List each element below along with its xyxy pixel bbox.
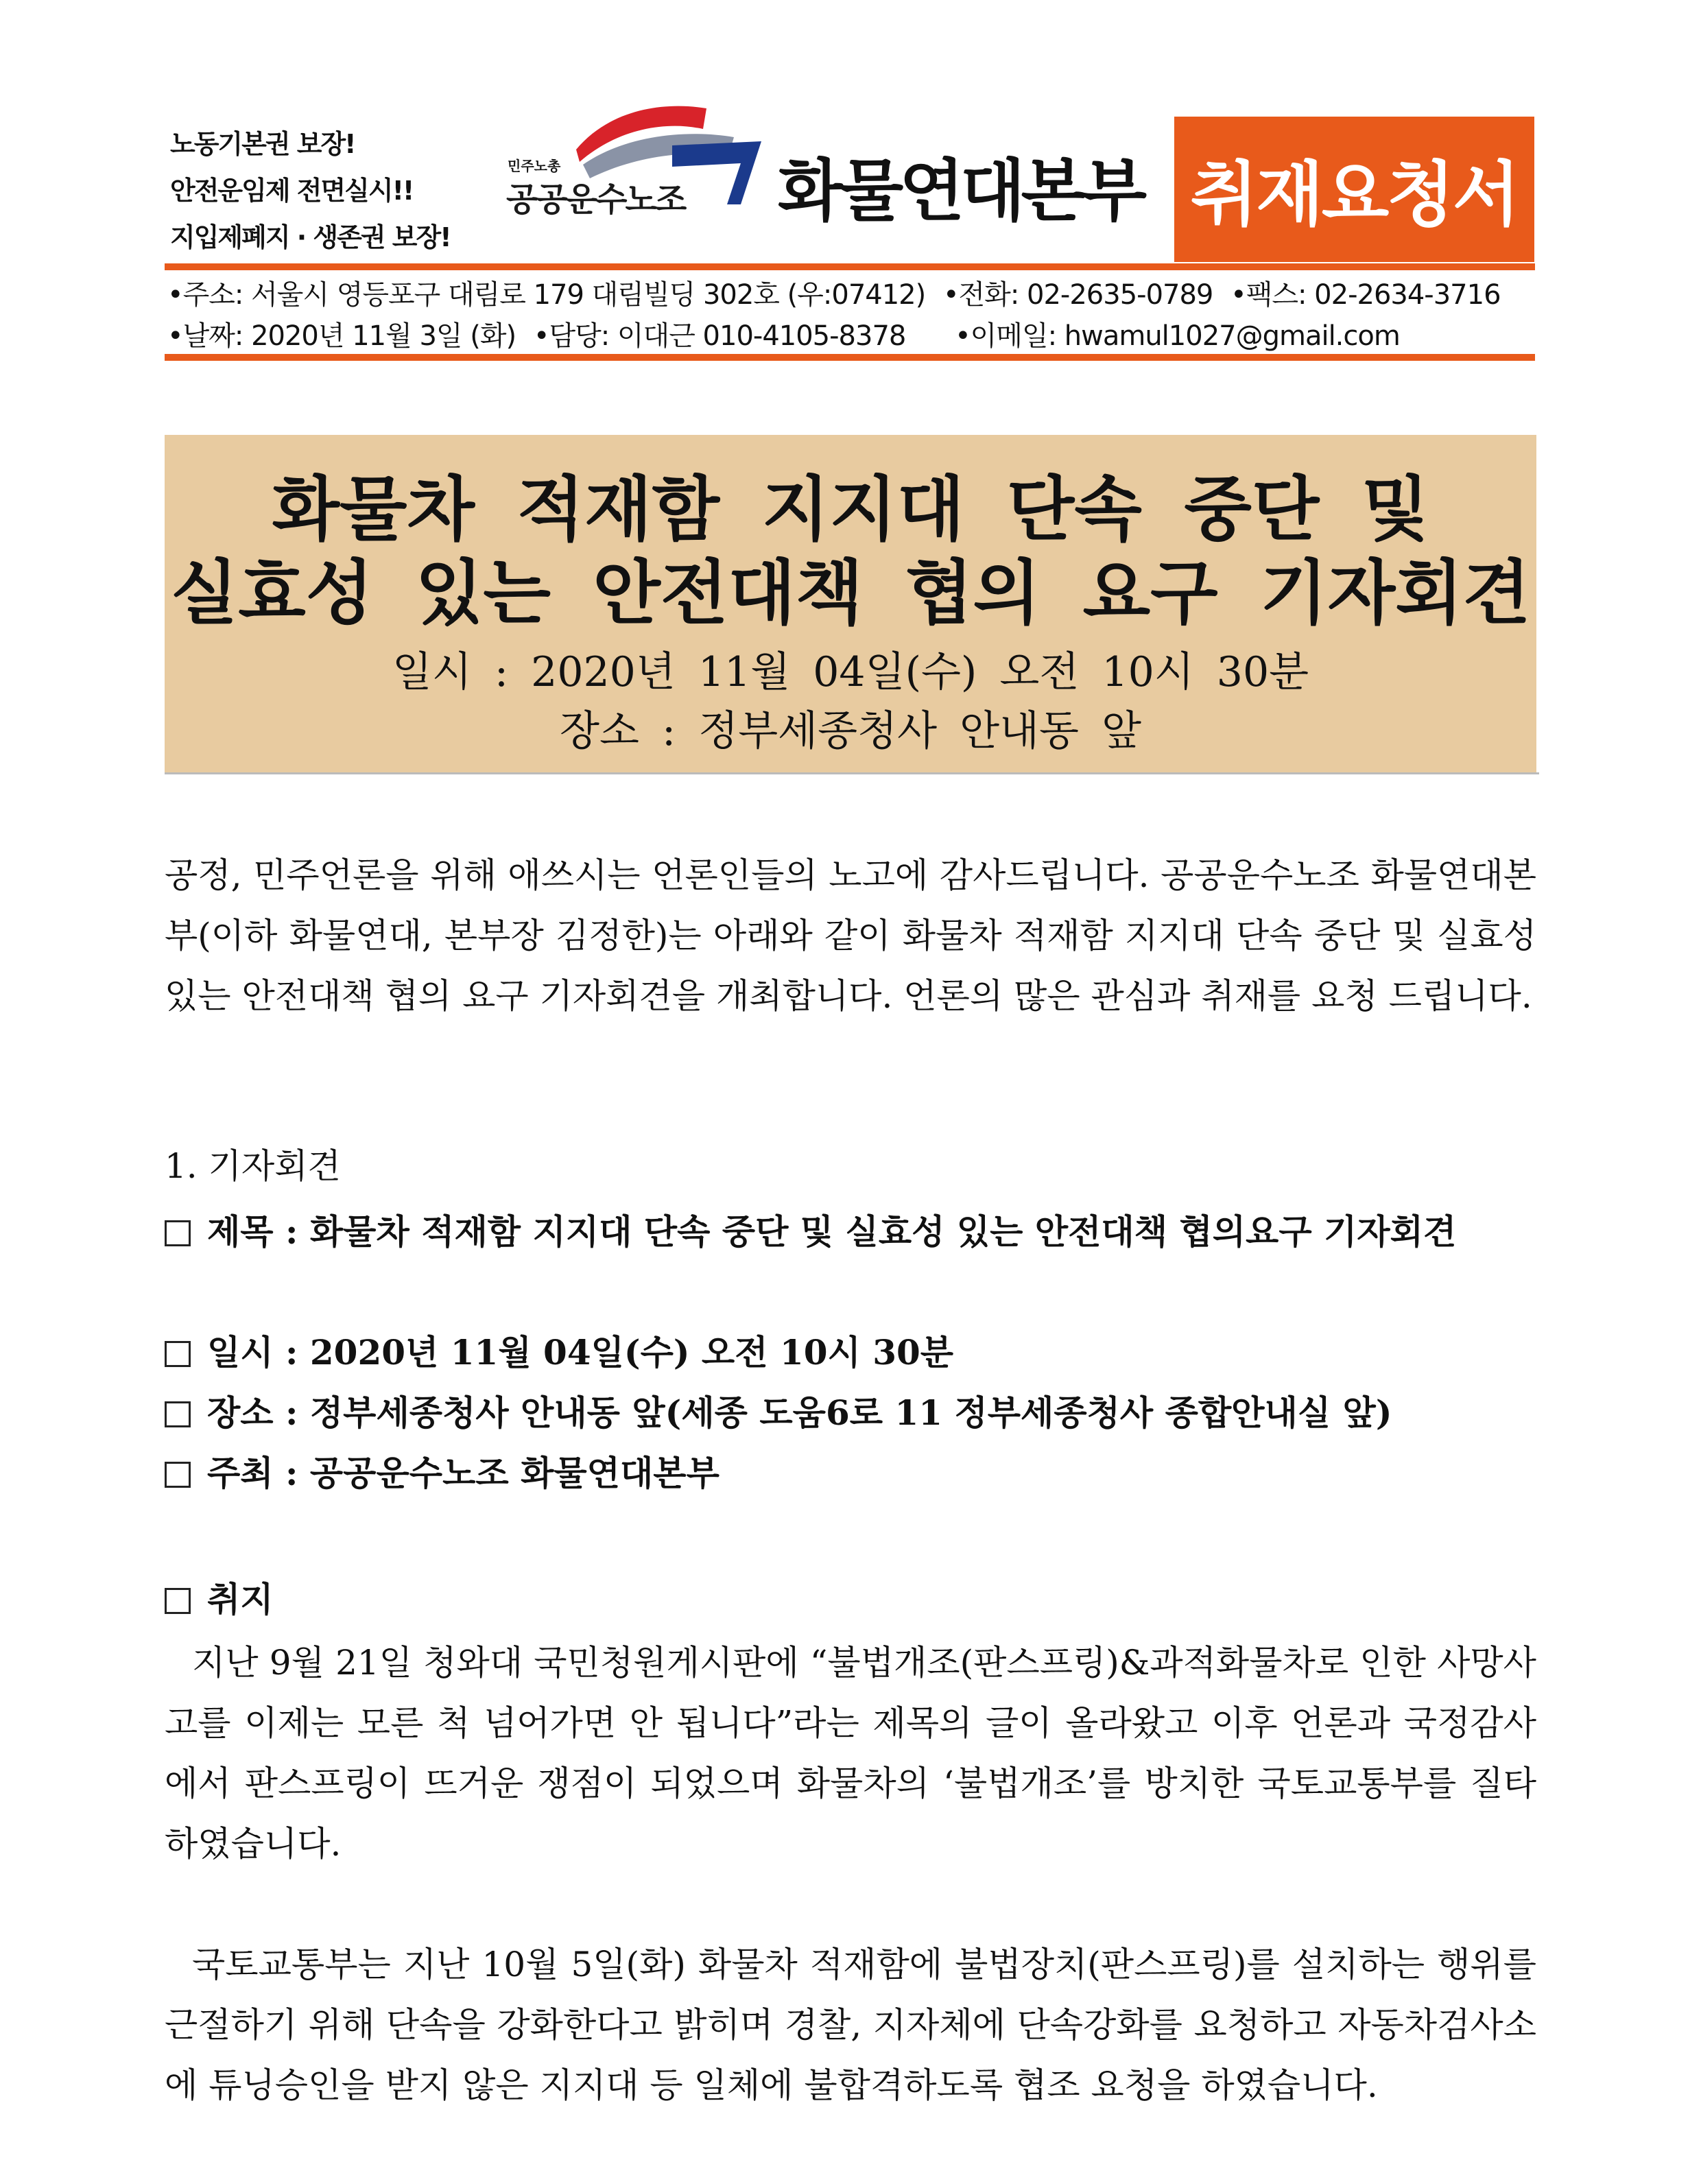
contact-person: •담당: 이대근 010-4105-8378 xyxy=(533,320,906,352)
detail-subject-text: 제목 : 화물차 적재함 지지대 단속 중단 및 실효성 있는 안전대책 협의요구 기자회견 xyxy=(207,1211,1457,1252)
logo-subtitle: 민주노총 xyxy=(508,158,561,174)
event-datetime: 일시 : 2020년 11월 04일(수) 오전 10시 30분 xyxy=(392,648,1309,696)
union-logo xyxy=(501,102,768,225)
doc-type-label: 취재요청서 xyxy=(1190,154,1519,236)
checkbox-icon xyxy=(165,1341,191,1367)
detail-place-text: 장소 : 정부세종청사 안내동 앞(세종 도움6로 11 정부세종청사 종합안내실 앞) xyxy=(207,1392,1392,1433)
slogan-block xyxy=(170,121,492,261)
contact-phone: •전화: 02-2635-0789 xyxy=(942,279,1213,311)
purpose-paragraph-1: 지난 9월 21일 청와대 국민청원게시판에 “불법개조(판스프링)&과적화물차로 인한 사망사고를 이제는 모른 척 넘어가면 안 됩니다”라는 제목의 글이 올라왔고 이후 언론과 국정감사에서 판스프링이 뜨거운 쟁점이 되었으며 화물차의 ‘불법개조’를 방치한 국토교통부를 질타하였습니다. xyxy=(165,1643,1536,1864)
purpose-paragraph-2: 국토교통부는 지난 10월 5일(화) 화물차 적재함에 불법장치(판스프링)를 설치하는 행위를 근절하기 위해 단속을 강화한다고 밝히며 경찰, 지자체에 단속강화를 요청하고 자동차검사소에 튜닝승인을 받지 않은 지지대 등 일체에 불합격하도록 협조 요청을 하였습니다. xyxy=(165,1945,1536,2105)
contact-fax: •팩스: 02-2634-3716 xyxy=(1230,279,1501,311)
slogan-3: 지입제폐지 · 생존권 보장! xyxy=(170,222,451,252)
org-name: 화물연대본부 xyxy=(778,152,1143,230)
slogan-2: 안전운임제 전면실시!! xyxy=(170,176,414,206)
intro-paragraph: 공정, 민주언론을 위해 애쓰시는 언론인들의 노고에 감사드립니다. 공공운수노조 화물연대본부(이하 화물연대, 본부장 김정한)는 아래와 같이 화물차 적재함 지지대 단속 중단 및 실효성 있는 안전대책 협의 요구 기자회견을 개최합니다. 언론의 많은 관심과 취재를 요청 드립니다. xyxy=(165,855,1536,1016)
checkbox-icon xyxy=(165,1588,191,1614)
detail-date-text: 일시 : 2020년 11월 04일(수) 오전 10시 30분 xyxy=(207,1332,954,1373)
contact-email: •이메일: hwamul1027@gmail.com xyxy=(955,320,1400,352)
purpose-heading xyxy=(165,1572,274,1622)
logo-title: 공공운수노조 xyxy=(506,180,685,219)
detail-place xyxy=(165,1383,1536,1443)
purpose-heading-text: 취지 xyxy=(207,1579,274,1619)
checkbox-icon xyxy=(165,1401,191,1427)
header-rule-top xyxy=(165,263,1535,270)
title-line-1: 화물차 적재함 지지대 단속 중단 및 xyxy=(272,469,1429,551)
checkbox-icon xyxy=(165,1462,191,1488)
title-divider xyxy=(165,772,1539,774)
title-box xyxy=(165,435,1536,772)
section-heading: 1. 기자회견 xyxy=(165,1146,341,1186)
detail-host xyxy=(165,1443,1536,1504)
detail-date xyxy=(165,1322,1536,1383)
header-rule-bottom xyxy=(165,354,1535,361)
title-line-2: 실효성 있는 안전대책 협의 요구 기자회견 xyxy=(170,553,1531,634)
doc-type-badge xyxy=(1174,117,1534,262)
contact-line-1 xyxy=(167,273,1510,312)
detail-subject xyxy=(165,1202,1536,1262)
slogan-1: 노동기본권 보장! xyxy=(170,129,355,159)
checkbox-icon xyxy=(165,1220,191,1246)
contact-line-2 xyxy=(167,314,1409,353)
event-location: 장소 : 정부세종청사 안내동 앞 xyxy=(559,707,1142,755)
contact-address: •주소: 서울시 영등포구 대림로 179 대림빌딩 302호 (우:07412) xyxy=(167,279,926,311)
detail-host-text: 주최 : 공공운수노조 화물연대본부 xyxy=(207,1453,719,1493)
contact-date: •날짜: 2020년 11월 3일 (화) xyxy=(167,320,516,352)
